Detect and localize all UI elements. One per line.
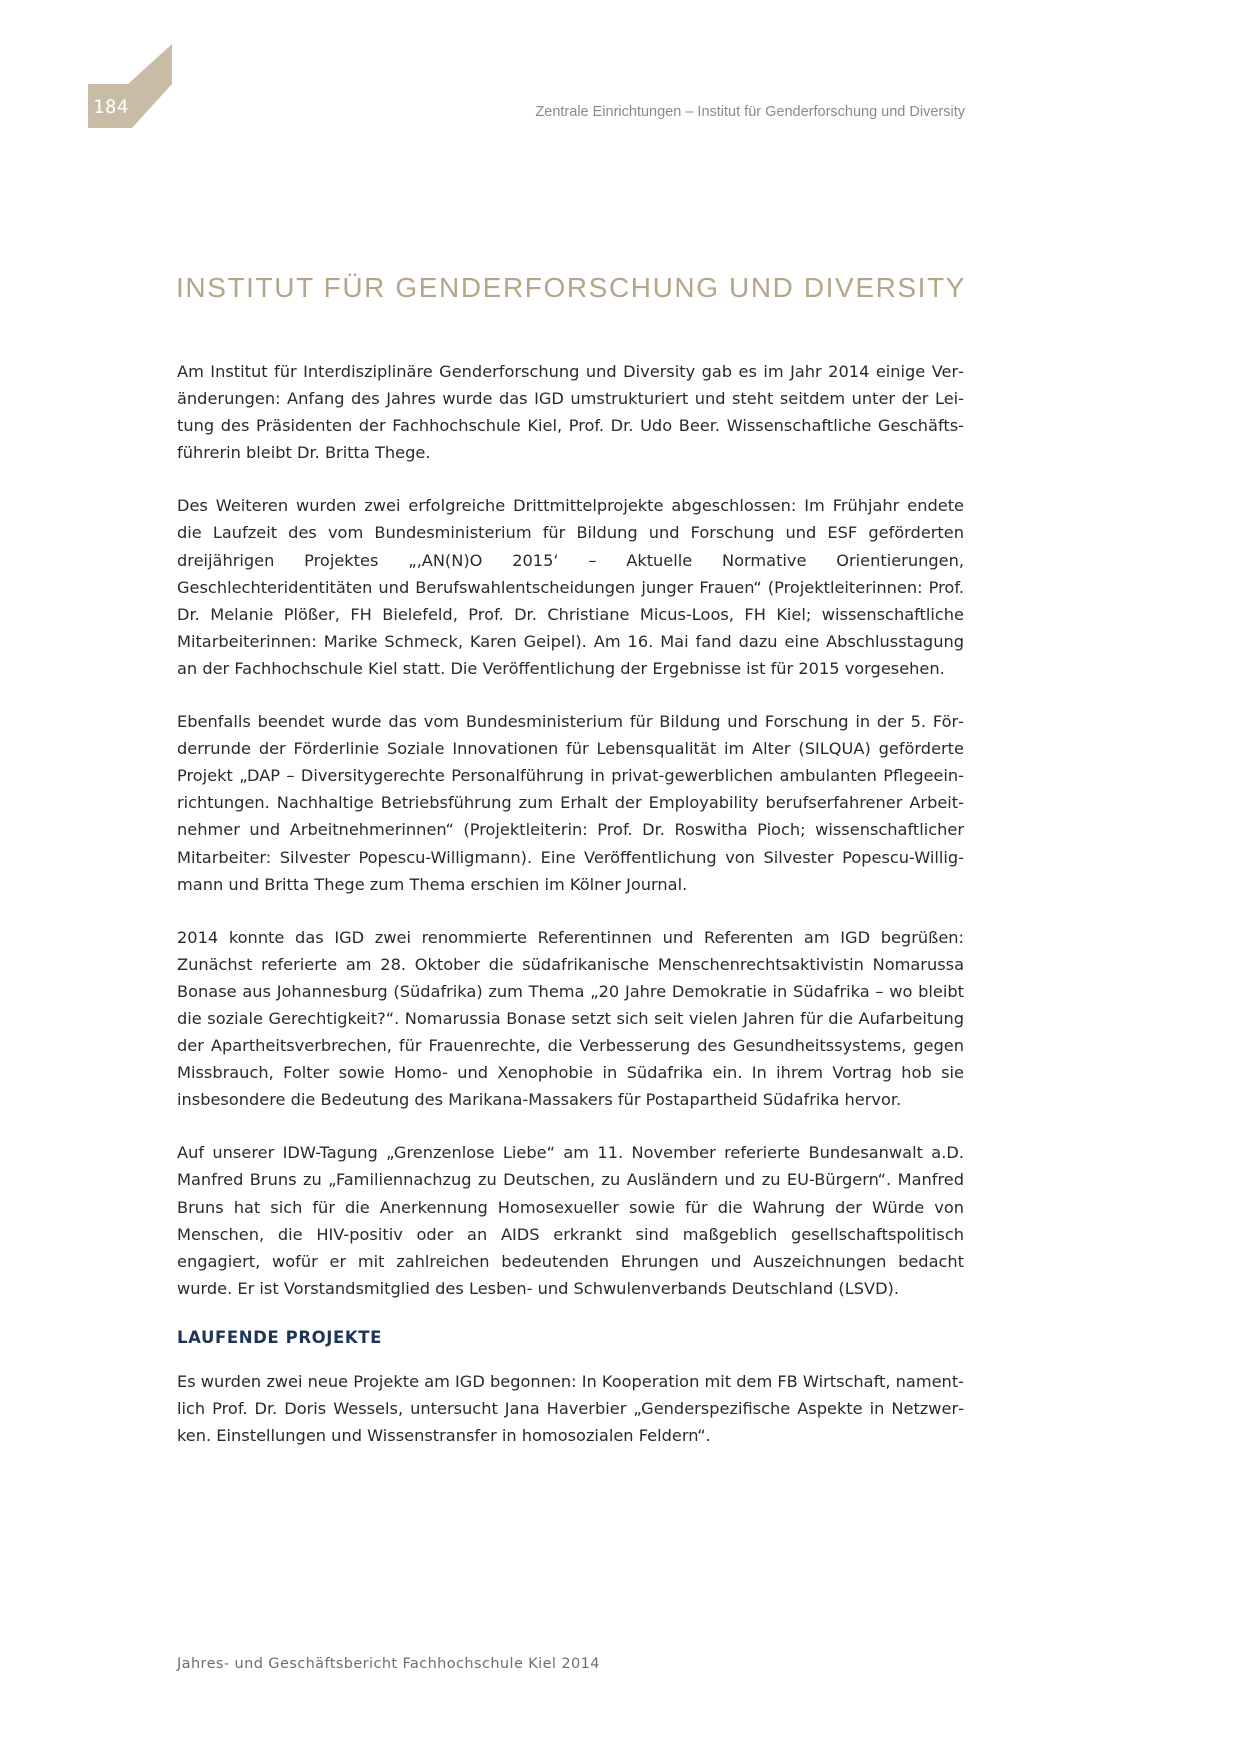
article-body	[177, 358, 964, 1475]
paragraph: Des Weiteren wurden zwei erfolgreiche Drittmittelprojekte abgeschlossen: Im Frühjahr endete die Laufzeit des vom Bundesministerium für Bildung und Forschung und ESF geförderten dreijährigen Projektes „‚AN(N)O 2015‘ – Aktuelle Normative Orientierungen, Geschlechteridentitäten und Berufswahlentscheidungen junger Frauen“ (Projektleiterinnen: Prof. Dr. Melanie Plößer, FH Bielefeld, Prof. Dr. Christiane Micus-Loos, FH Kiel; wissenschaftliche Mitarbeiterinnen: Marike Schmeck, Karen Geipel). Am 16. Mai fand dazu eine Abschlusstagung an der Fachhochschule Kiel statt. Die Veröffentlichung der Ergebnisse ist für 2015 vorgesehen.	[177, 496, 964, 678]
paragraph: Ebenfalls beendet wurde das vom Bundesministerium für Bildung und Forschung in der 5. Förderrunde der Förderlinie Soziale Innovationen für Lebensqualität im Alter (SILQUA) geförderte Projekt „DAP – Diversitygerechte Personalführung in privat-gewerblichen ambulanten Pflegeeinrichtungen. Nachhaltige Betriebsführung zum Erhalt der Employability berufserfahrener Arbeitnehmer und Arbeitnehmerinnen“ (Projektleiterin: Prof. Dr. Roswitha Pioch; wissenschaftlicher Mitarbeiter: Silvester Popescu-Willigmann). Eine Veröffentlichung von Silvester Popescu-Willigmann und Britta Thege zum Thema erschien im Kölner Journal.	[177, 712, 964, 894]
paragraph: Auf unserer IDW-Tagung „Grenzenlose Liebe“ am 11. November referierte Bundesanwalt a.D. Manfred Bruns zu „Familiennachzug zu Deutschen, zu Ausländern und zu EU-Bürgern“. Manfred Bruns hat sich für die Anerkennung Homosexueller sowie für die Wahrung der Würde von Menschen, die HIV-positiv oder an AIDS erkrankt sind maßgeblich gesellschaftspolitisch engagiert, wofür er mit zahlreichen bedeutenden Ehrungen und Auszeichnungen bedacht wurde. Er ist Vorstandsmitglied des Lesben- und Schwulenverbands Deutschland (LSVD).	[177, 1143, 964, 1298]
paragraph: Am Institut für Interdisziplinäre Genderforschung und Diversity gab es im Jahr 2014 einige Veränderungen: Anfang des Jahres wurde das IGD umstrukturiert und steht seitdem unter der Leitung des Präsidenten der Fachhochschule Kiel, Prof. Dr. Udo Beer. Wissenschaftliche Geschäftsführerin bleibt Dr. Britta Thege.	[177, 362, 964, 463]
page-title: INSTITUT FÜR GENDERFORSCHUNG UND DIVERSITY	[176, 272, 967, 303]
page-number: 184	[93, 96, 129, 118]
paragraph: 2014 konnte das IGD zwei renommierte Referentinnen und Referenten am IGD begrüßen: Zunächst referierte am 28. Oktober die südafrikanische Menschenrechtsaktivistin Nomarussa Bonase aus Johannesburg (Südafrika) zum Thema „20 Jahre Demokratie in Südafrika – wo bleibt die soziale Gerechtigkeit?“. Nomarussia Bonase setzt sich seit vielen Jahren für die Aufarbeitung der Apartheitsverbrechen, für Frauenrechte, die Verbesserung des Gesundheitssystems, gegen Missbrauch, Folter sowie Homo- und Xenophobie in Südafrika ein. In ihrem Vortrag hob sie insbesondere die Bedeutung des Marikana-Massakers für Postapartheid Südafrika hervor.	[177, 927, 964, 1110]
section-heading: LAUFENDE PROJEKTE	[177, 1327, 382, 1347]
paragraph: Es wurden zwei neue Projekte am IGD begonnen: In Kooperation mit dem FB Wirtschaft, namentlich Prof. Dr. Doris Wessels, untersucht Jana Haverbier „Genderspezifische Aspekte in Netzwerken. Einstellungen und Wissenstransfer in homosozialen Feldern“.	[177, 1371, 965, 1446]
page-footer: Jahres- und Geschäftsbericht Fachhochschule Kiel 2014	[177, 1656, 600, 1672]
running-header: Zentrale Einrichtungen – Institut für Genderforschung und Diversity	[535, 104, 965, 120]
